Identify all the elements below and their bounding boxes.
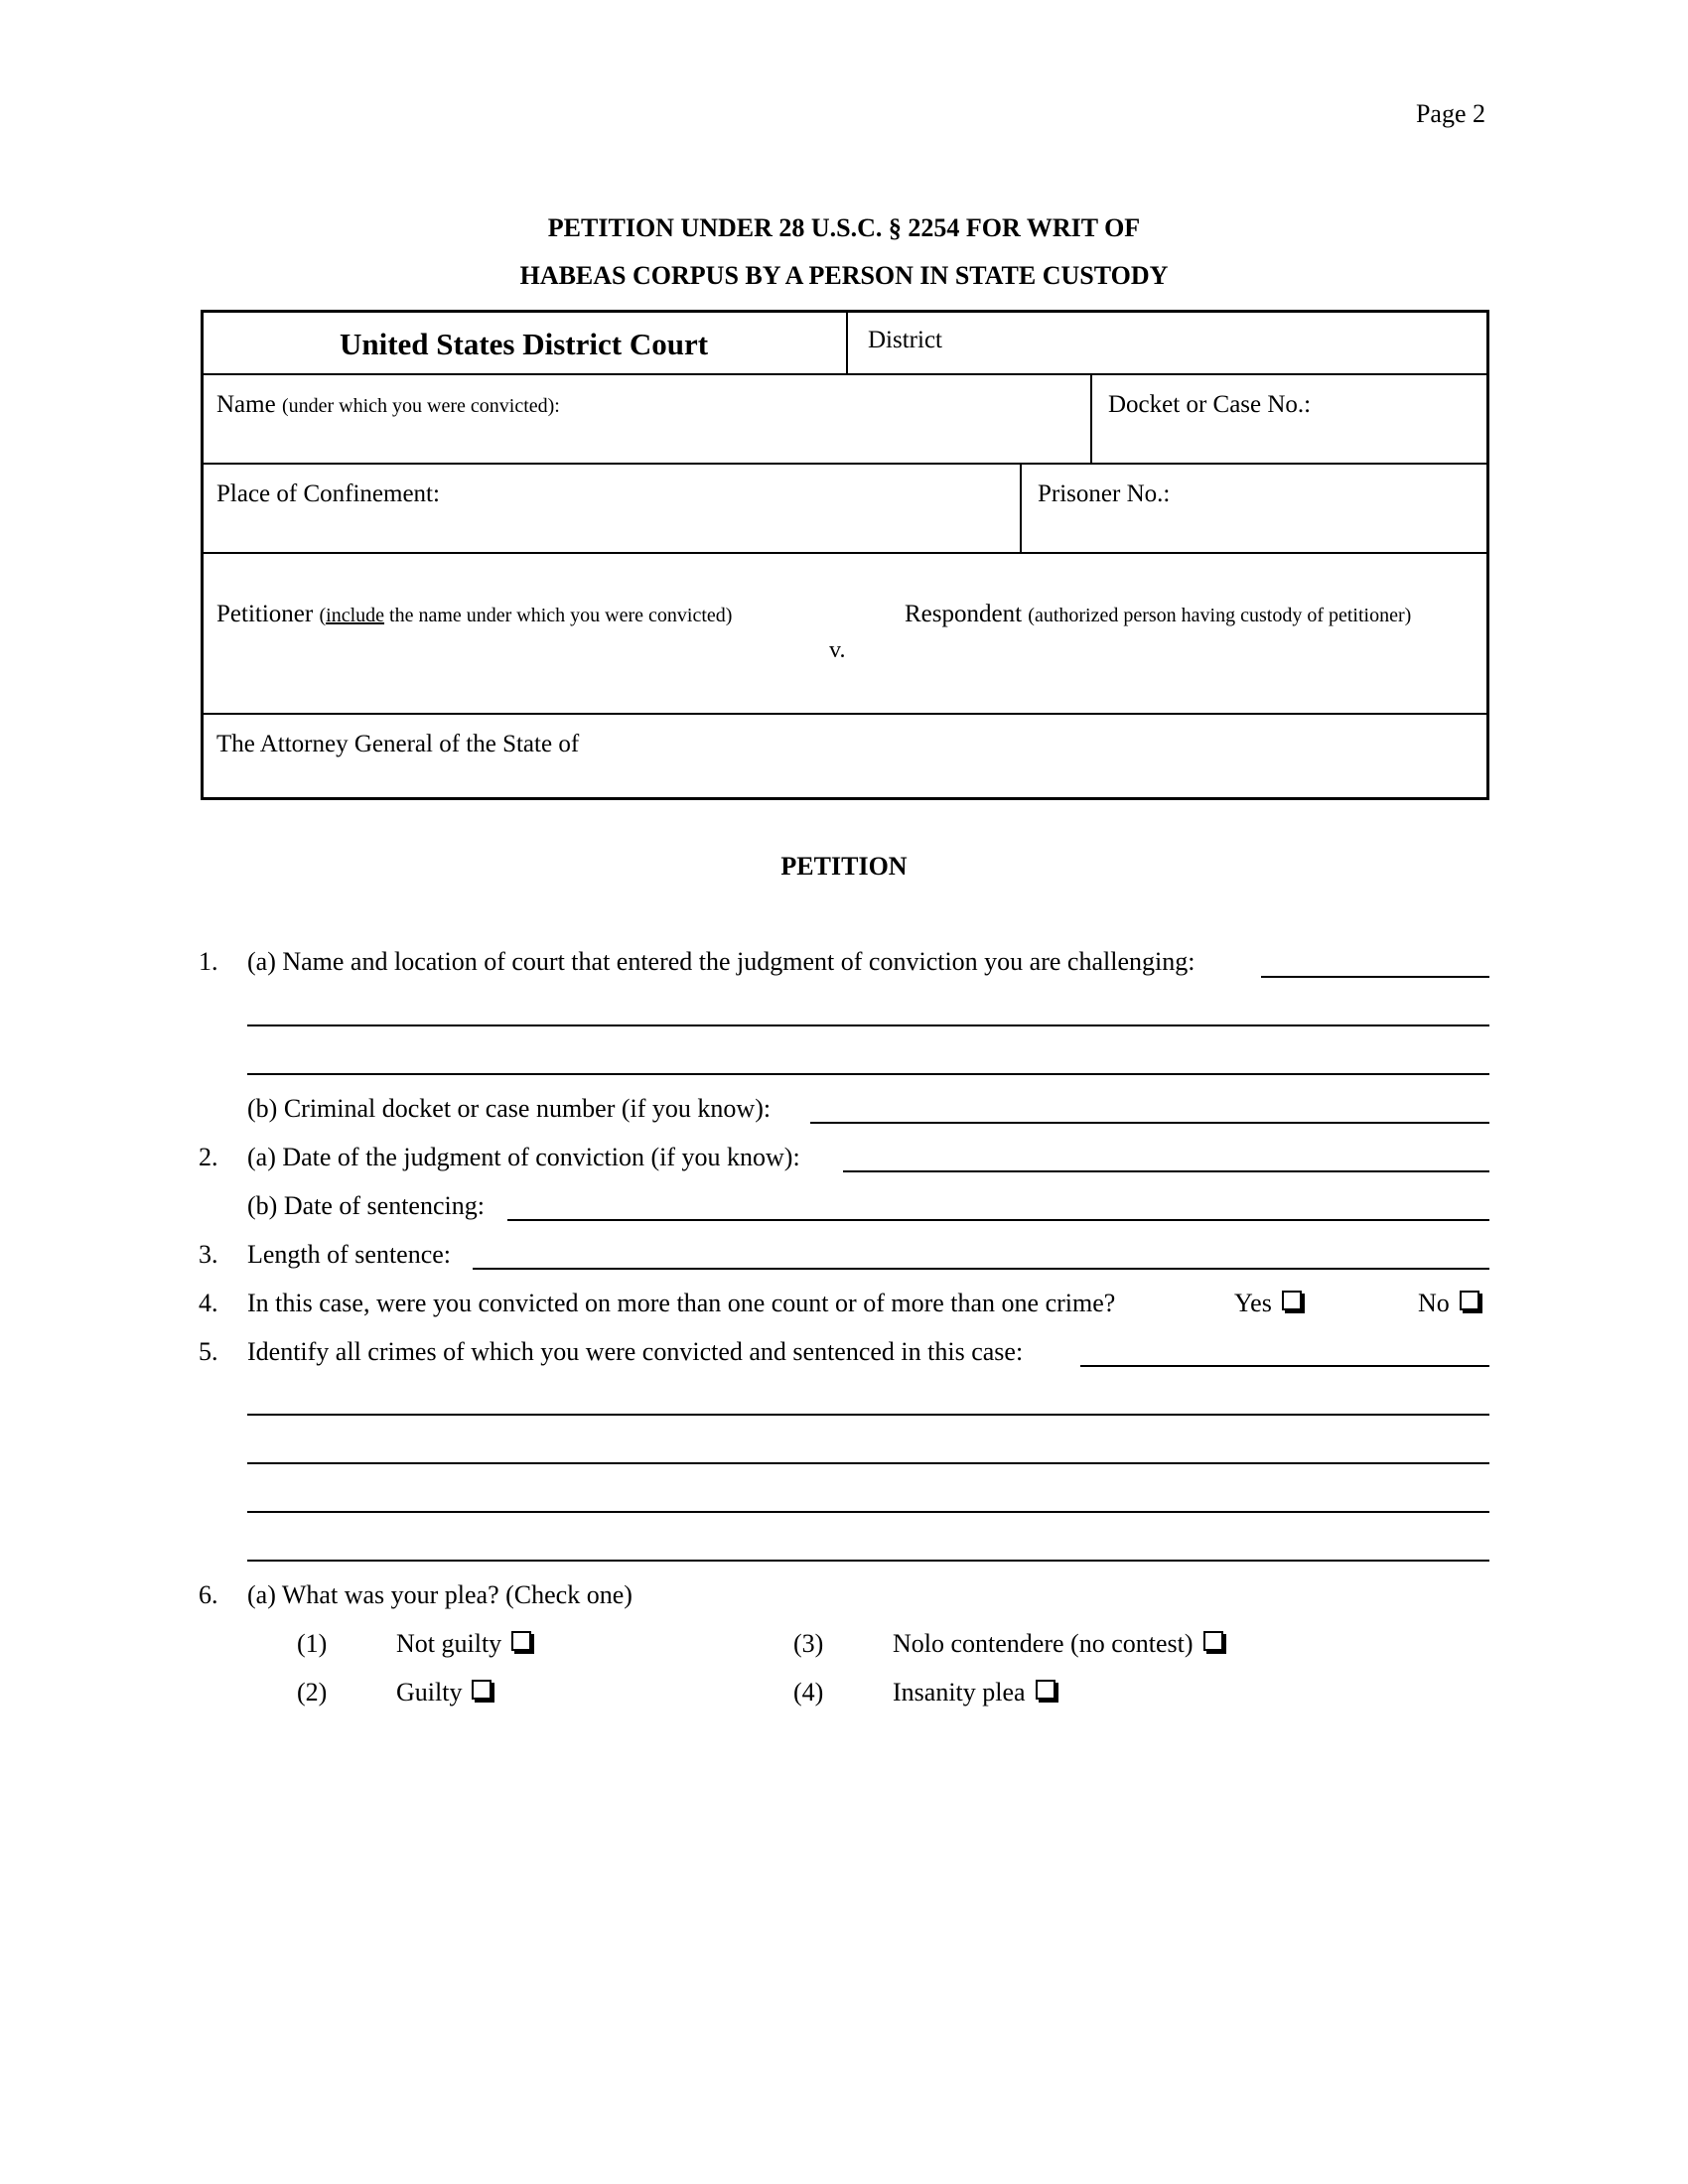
table-divider — [1090, 373, 1092, 463]
plea-option-label: Guilty — [396, 1678, 463, 1706]
petitioner-note: the name under which you were convicted) — [384, 605, 733, 626]
table-divider — [204, 373, 1486, 375]
plea-option-guilty[interactable] — [396, 1678, 492, 1707]
question-4-no-option[interactable] — [1418, 1289, 1479, 1318]
table-divider — [204, 552, 1486, 554]
versus-label: v. — [829, 637, 846, 663]
insanity-plea-checkbox[interactable] — [1036, 1680, 1055, 1700]
question-4-yes-option[interactable] — [1234, 1289, 1302, 1318]
question-5-input-line[interactable] — [247, 1414, 1489, 1416]
name-note: (under which you were convicted): — [281, 395, 560, 417]
question-number: 6. — [199, 1580, 218, 1609]
question-3-label: Length of sentence: — [247, 1240, 452, 1269]
table-divider — [204, 713, 1486, 715]
respondent-note: (authorized person having custody of petitioner) — [1028, 605, 1412, 626]
question-number: 3. — [199, 1240, 218, 1269]
plea-option-label: Insanity plea — [893, 1678, 1026, 1706]
respondent-label: Respondent — [905, 601, 1023, 627]
question-5-input-line[interactable] — [247, 1511, 1489, 1513]
plea-option-number: (4) — [793, 1678, 824, 1706]
place-of-confinement-field[interactable]: Place of Confinement: — [216, 480, 440, 507]
form-title-line-1: PETITION UNDER 28 U.S.C. § 2254 FOR WRIT OF — [547, 213, 1141, 242]
question-2a-input[interactable] — [843, 1170, 1489, 1172]
question-2a-label: (a) Date of the judgment of conviction (if you know): — [247, 1143, 800, 1171]
petitioner-label: Petitioner — [216, 601, 314, 627]
nolo-contendere-checkbox[interactable] — [1203, 1631, 1223, 1651]
question-number: 4. — [199, 1289, 218, 1317]
case-caption-table — [201, 310, 1489, 800]
yes-checkbox[interactable] — [1282, 1291, 1302, 1310]
prisoner-number-field[interactable]: Prisoner No.: — [1038, 480, 1171, 507]
yes-label: Yes — [1234, 1289, 1272, 1317]
no-label: No — [1418, 1289, 1450, 1317]
district-field[interactable]: District — [868, 327, 942, 353]
attorney-general-field[interactable]: The Attorney General of the State of — [216, 731, 580, 757]
plea-option-nolo-contendere[interactable] — [893, 1629, 1223, 1659]
plea-option-label: Not guilty — [396, 1629, 502, 1658]
question-5-input[interactable] — [1080, 1365, 1489, 1367]
plea-option-number: (1) — [297, 1629, 328, 1658]
not-guilty-checkbox[interactable] — [511, 1631, 531, 1651]
court-name: United States District Court — [339, 327, 709, 361]
question-2b-input[interactable] — [507, 1219, 1489, 1221]
question-6a-label: (a) What was your plea? (Check one) — [247, 1580, 633, 1609]
petitioner-note-emphasis: include — [326, 605, 385, 626]
guilty-checkbox[interactable] — [472, 1680, 492, 1700]
plea-option-label: Nolo contendere (no contest) — [893, 1629, 1194, 1658]
petition-heading: PETITION — [780, 852, 908, 881]
no-checkbox[interactable] — [1460, 1291, 1479, 1310]
name-label: Name — [216, 391, 276, 418]
question-number: 2. — [199, 1143, 218, 1171]
question-5-input-line[interactable] — [247, 1560, 1489, 1562]
plea-option-number: (3) — [793, 1629, 824, 1658]
plea-option-insanity[interactable] — [893, 1678, 1055, 1707]
question-5-label: Identify all crimes of which you were convicted and sentenced in this case: — [247, 1337, 1024, 1366]
petitioner-field[interactable]: Petitioner (include the name under which you were convicted) — [216, 601, 733, 627]
table-divider — [204, 463, 1486, 465]
question-number: 5. — [199, 1337, 218, 1366]
question-1a-input-line[interactable] — [247, 1024, 1489, 1026]
question-4-label: In this case, were you convicted on more than one count or of more than one crime? — [247, 1289, 1116, 1317]
table-divider — [1020, 463, 1022, 552]
plea-option-number: (2) — [297, 1678, 328, 1706]
question-1b-input[interactable] — [810, 1122, 1489, 1124]
plea-option-not-guilty[interactable] — [396, 1629, 531, 1659]
question-1a-input-line[interactable] — [247, 1073, 1489, 1075]
question-2b-label: (b) Date of sentencing: — [247, 1191, 485, 1220]
question-1a-label: (a) Name and location of court that entered the judgment of conviction you are challenging: — [247, 947, 1196, 976]
name-field[interactable] — [216, 391, 560, 419]
respondent-field[interactable] — [905, 601, 1411, 628]
form-title-line-2: HABEAS CORPUS BY A PERSON IN STATE CUSTODY — [519, 261, 1169, 290]
question-1a-input[interactable] — [1261, 976, 1489, 978]
question-1b-label: (b) Criminal docket or case number (if you know): — [247, 1094, 772, 1123]
docket-field[interactable]: Docket or Case No.: — [1108, 391, 1312, 418]
table-divider — [846, 313, 848, 373]
question-3-input[interactable] — [473, 1268, 1489, 1270]
question-5-input-line[interactable] — [247, 1462, 1489, 1464]
page-number: Page 2 — [1415, 99, 1485, 128]
question-number: 1. — [199, 947, 218, 976]
